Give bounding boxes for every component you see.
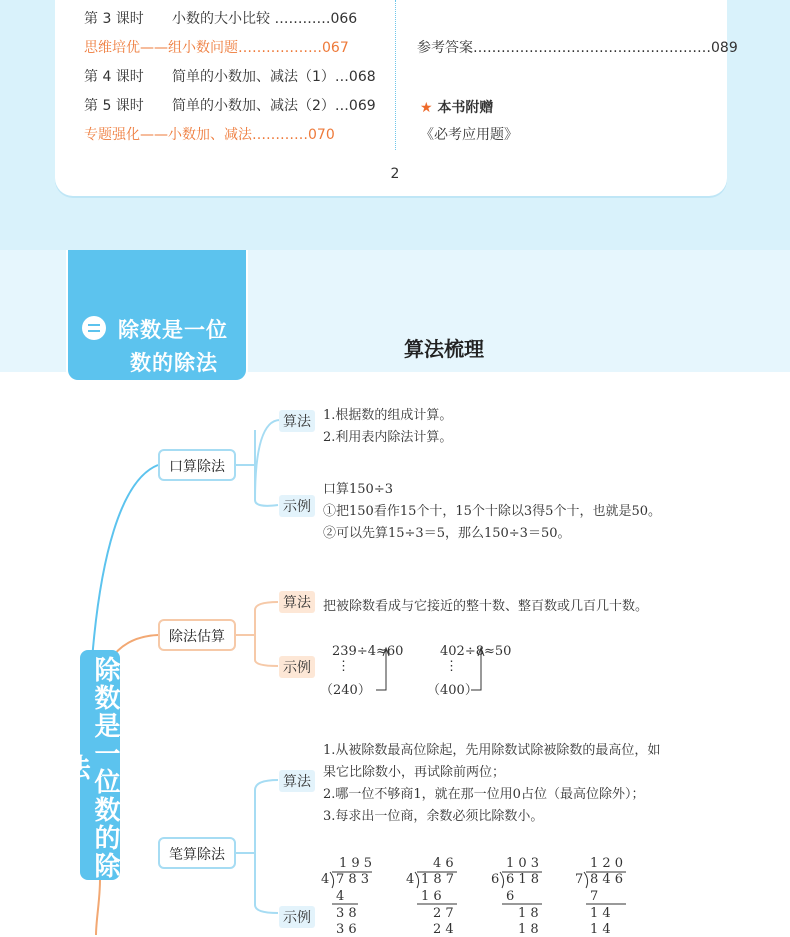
- gift-title: 本书附赠: [437, 100, 494, 116]
- division-3-quotient: 1 0 3: [506, 856, 540, 871]
- division-2-row: 2 7: [433, 906, 454, 921]
- toc-lesson: 第 5 课时: [84, 98, 144, 114]
- oral-example-1: 口算150÷3: [323, 482, 393, 497]
- division-4-row: 1 4: [590, 922, 611, 937]
- division-3-divisor: 6: [491, 872, 500, 887]
- label-oral-example: 示例: [279, 495, 315, 517]
- division-3-row: 1 8: [518, 906, 539, 921]
- node-oral-division[interactable]: 口算除法: [158, 449, 236, 481]
- division-3-dividend: 6 1 8: [506, 872, 540, 887]
- page-number: 2: [390, 166, 400, 182]
- label-estimate-algorithm: 算法: [279, 591, 315, 613]
- toc-lesson: 第 4 课时: [84, 69, 144, 85]
- label-oral-algorithm: 算法: [279, 410, 315, 432]
- oral-algo-1: 1.根据数的组成计算。: [323, 408, 453, 423]
- section-title: 算法梳理: [404, 337, 484, 361]
- toc-title: 简单的小数加、减法（2）…069: [172, 98, 376, 114]
- toc-title: 思维培优——组小数问题………………067: [84, 40, 349, 56]
- division-4-quotient: 1 2 0: [590, 856, 624, 871]
- node-written-division[interactable]: 笔算除法: [158, 837, 236, 869]
- estimate-example-1: 239÷4≈60: [332, 644, 404, 659]
- division-4-divisor: 7: [575, 872, 584, 887]
- chapter-vertical-title: 除数是一位数的除法: [80, 650, 120, 880]
- division-1-dividend: 7 8 3: [336, 872, 370, 887]
- estimate-algo: 把被除数看成与它接近的整十数、整百数或几百几十数。: [323, 599, 649, 614]
- division-2-divisor: 4: [406, 872, 415, 887]
- estimate-approx-2: （400）: [427, 683, 478, 698]
- division-4-row: 1 4: [590, 906, 611, 921]
- written-algo-2: 果它比除数小，再试除前两位；: [323, 765, 506, 780]
- written-algo-1: 1.从被除数最高位除起，先用除数试除被除数的最高位，如: [323, 743, 661, 758]
- written-algo-4: 3.每求出一位商，余数必须比除数小。: [323, 809, 544, 824]
- division-1-row: 3 6: [336, 922, 357, 937]
- oral-algo-2: 2.利用表内除法计算。: [323, 430, 453, 445]
- division-2-row: 1 6: [421, 889, 442, 904]
- toc-title: 简单的小数加、减法（1）…068: [172, 69, 376, 85]
- division-3-row: 1 8: [518, 922, 539, 937]
- node-division-estimate[interactable]: 除法估算: [158, 619, 236, 651]
- division-1-quotient: 1 9 5: [339, 856, 373, 871]
- written-algo-3: 2.哪一位不够商1，就在那一位用0占位（最高位除外）；: [323, 787, 645, 802]
- division-3-row: 6: [506, 889, 515, 904]
- section-tab-line2: 数的除法: [130, 351, 218, 375]
- division-2-quotient: 4 6: [433, 856, 454, 871]
- division-4-dividend: 8 4 6: [590, 872, 624, 887]
- gift-item: 《必考应用题》: [420, 127, 518, 143]
- division-1-row: 4: [336, 889, 345, 904]
- estimate-example-2: 402÷8≈50: [440, 644, 512, 659]
- estimate-dots-1: ⋮: [337, 659, 350, 674]
- label-written-algorithm: 算法: [279, 770, 315, 792]
- star-icon: ★: [420, 100, 433, 116]
- label-estimate-example: 示例: [279, 656, 315, 678]
- division-1-row: 3 8: [336, 906, 357, 921]
- division-2-dividend: 1 8 7: [421, 872, 455, 887]
- division-2-row: 2 4: [433, 922, 454, 937]
- toc-lesson: 第 3 课时: [84, 11, 144, 27]
- estimate-approx-1: （240）: [320, 683, 371, 698]
- oral-example-3: ②可以先算15÷3＝5，那么150÷3＝50。: [323, 526, 571, 541]
- oral-example-2: ①把150看作15个十，15个十除以3得5个十，也就是50。: [323, 504, 661, 519]
- toc-title: 专题强化——小数加、减法…………070: [84, 127, 335, 143]
- label-written-example: 示例: [279, 906, 315, 928]
- division-4-row: 7: [590, 889, 599, 904]
- estimate-dots-2: ⋮: [445, 659, 458, 674]
- toc-title: 小数的大小比较 …………066: [172, 11, 358, 27]
- toc-answers[interactable]: 参考答案……………………………………………089: [417, 40, 738, 56]
- section-tab-line1: 除数是一位: [118, 318, 228, 342]
- division-1-divisor: 4: [321, 872, 330, 887]
